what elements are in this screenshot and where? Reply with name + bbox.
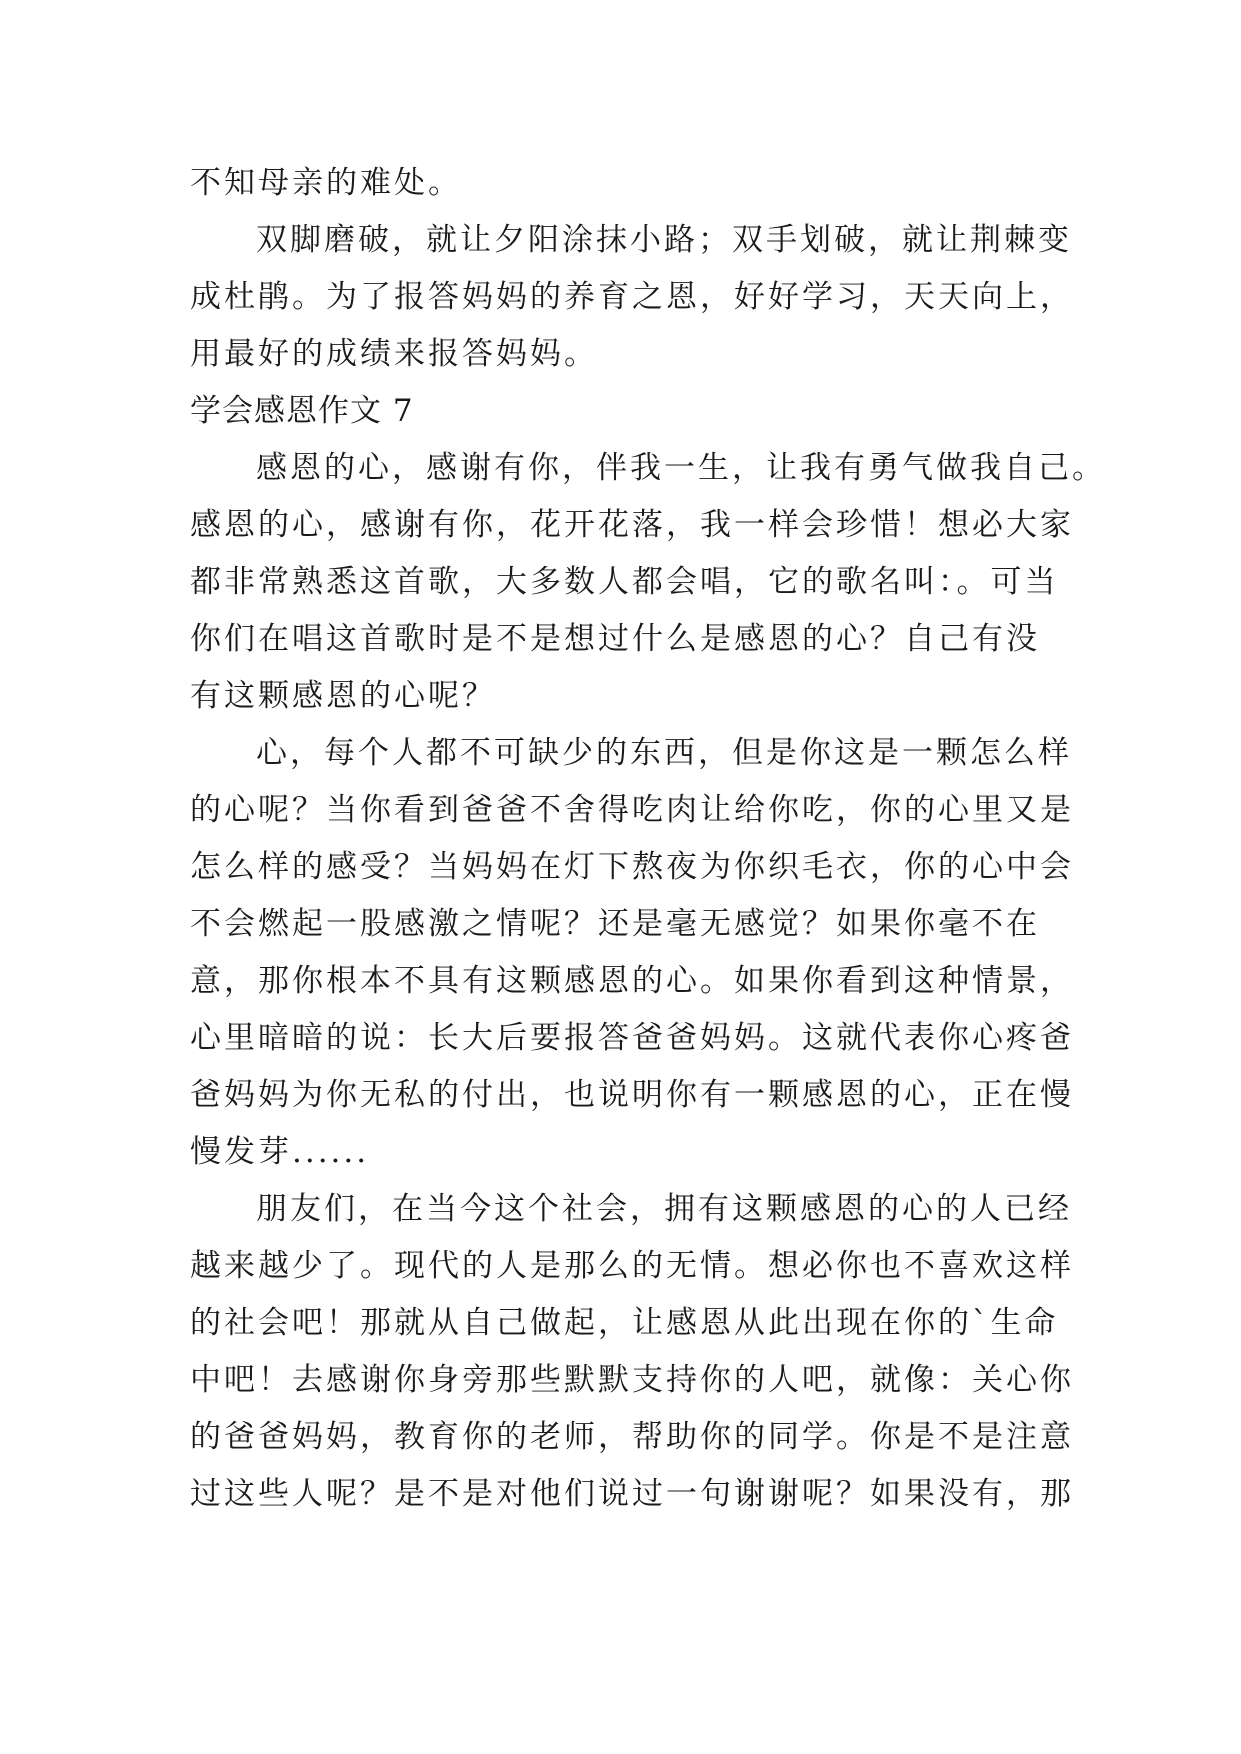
text-line: 不知母亲的难处。 <box>190 165 462 201</box>
text-line: 意，那你根本不具有这颗感恩的心。如果你看到这种情景， <box>190 963 1074 999</box>
text-line: 有这颗感恩的心呢？ <box>190 678 496 714</box>
paragraph-first-line: 心，每个人都不可缺少的东西，但是你这是一颗怎么样 <box>256 735 1072 771</box>
text-line: 用最好的成绩来报答妈妈。 <box>190 336 598 372</box>
essay-text <box>190 155 1106 1523</box>
text-line: 成杜鹃。为了报答妈妈的养育之恩，好好学习，天天向上， <box>190 279 1074 315</box>
text-line: 中吧！去感谢你身旁那些默默支持你的人吧，就像：关心你 <box>190 1362 1074 1398</box>
text-line: 过这些人呢？是不是对他们说过一句谢谢呢？如果没有，那 <box>190 1476 1074 1512</box>
paragraph-first-line: 感恩的心，感谢有你，伴我一生，让我有勇气做我自己。 <box>256 450 1106 486</box>
text-line: 的爸爸妈妈，教育你的老师，帮助你的同学。你是不是注意 <box>190 1419 1074 1455</box>
paragraph-first-line: 双脚磨破，就让夕阳涂抹小路；双手划破，就让荆棘变 <box>256 222 1072 258</box>
text-line: 的社会吧！那就从自己做起，让感恩从此出现在你的`生命 <box>190 1305 1059 1341</box>
text-line: 不会燃起一股感激之情呢？还是毫无感觉？如果你毫不在 <box>190 906 1040 942</box>
section-heading: 学会感恩作文 7 <box>190 393 414 429</box>
text-line: 心里暗暗的说：长大后要报答爸爸妈妈。这就代表你心疼爸 <box>190 1020 1074 1056</box>
text-line: 你们在唱这首歌时是不是想过什么是感恩的心？自己有没 <box>190 621 1040 657</box>
text-line: 慢发芽...... <box>190 1134 370 1170</box>
text-line: 的心呢？当你看到爸爸不舍得吃肉让给你吃，你的心里又是 <box>190 792 1074 828</box>
paragraph-first-line: 朋友们，在当今这个社会，拥有这颗感恩的心的人已经 <box>256 1191 1072 1227</box>
text-line: 越来越少了。现代的人是那么的无情。想必你也不喜欢这样 <box>190 1248 1074 1284</box>
text-line: 都非常熟悉这首歌，大多数人都会唱，它的歌名叫：。可当 <box>190 564 1059 600</box>
text-line: 感恩的心，感谢有你，花开花落，我一样会珍惜！想必大家 <box>190 507 1074 543</box>
text-line: 爸妈妈为你无私的付出，也说明你有一颗感恩的心，正在慢 <box>190 1077 1074 1113</box>
text-line: 怎么样的感受？当妈妈在灯下熬夜为你织毛衣，你的心中会 <box>190 849 1074 885</box>
